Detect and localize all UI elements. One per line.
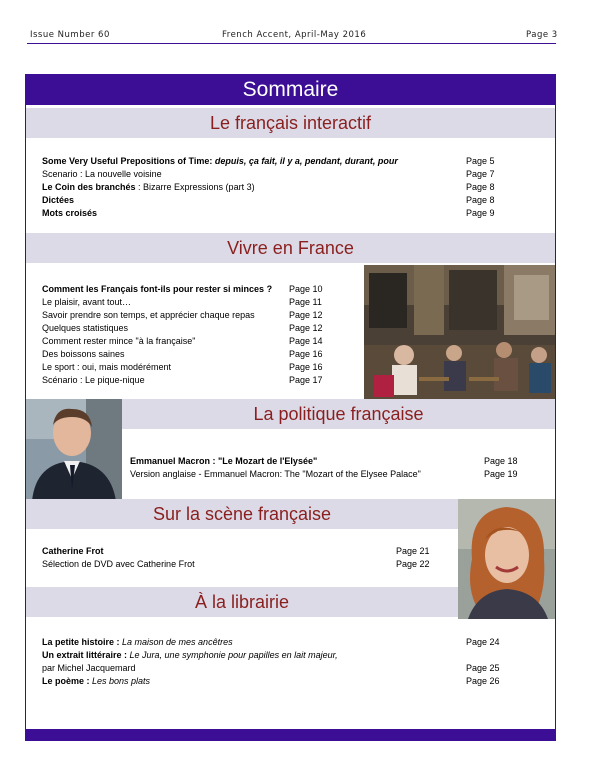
toc-entry[interactable] (130, 468, 421, 481)
toc-entry-title: Savoir prendre son temps, et apprécier chaque repas (42, 310, 255, 320)
toc-entry-subtitle: : Bizarre Expressions (part 3) (135, 182, 255, 192)
toc-page: Page 14 (289, 336, 323, 346)
toc-entry[interactable] (42, 649, 338, 662)
toc-entry-title: par Michel Jacquemard (42, 663, 136, 673)
toc-entry-title: Le Coin des branchés (42, 182, 136, 192)
toc-entry-title: Scénario : Le pique-nique (42, 375, 145, 385)
toc-entry[interactable] (42, 207, 97, 220)
toc-page: Page 9 (466, 208, 495, 218)
toc-page: Page 16 (289, 349, 323, 359)
toc-entry[interactable] (42, 322, 128, 335)
toc-entry-title: Some Very Useful Prepositions of Time: (42, 156, 215, 166)
toc-page: Page 16 (289, 362, 323, 372)
toc-entry[interactable] (42, 558, 195, 571)
toc-entry[interactable] (42, 155, 398, 168)
section-title-vivre: Vivre en France (26, 233, 555, 263)
macron-portrait-photo (26, 399, 122, 501)
toc-entry[interactable] (42, 194, 74, 207)
toc-page: Page 21 (396, 546, 430, 556)
toc-entry-title: Un extrait littéraire : (42, 650, 128, 660)
toc-entry-title: Quelques statistiques (42, 323, 129, 333)
toc-entry[interactable] (42, 283, 272, 296)
toc-page: Page 5 (466, 156, 495, 166)
catherine-frot-portrait-photo (458, 499, 555, 619)
toc-entry-title: Scenario : La nouvelle voisine (42, 169, 162, 179)
toc-entry-subtitle: Le Jura, une symphonie pour papilles en lait majeur, (127, 650, 338, 660)
toc-page: Page 12 (289, 323, 323, 333)
toc-page: Page 12 (289, 310, 323, 320)
toc-entry-title: Comment les Français font-ils pour rester si minces ? (42, 284, 273, 294)
toc-entry[interactable] (42, 662, 136, 675)
section-title-interactif: Le français interactif (26, 108, 555, 138)
toc-page: Page 19 (484, 469, 518, 479)
toc-page: Page 8 (466, 182, 495, 192)
toc-page: Page 17 (289, 375, 323, 385)
toc-entry[interactable] (42, 636, 233, 649)
toc-entry[interactable] (42, 374, 145, 387)
toc-page: Page 8 (466, 195, 495, 205)
toc-entry-title: Le poème : (42, 676, 90, 686)
toc-page: Page 11 (289, 297, 322, 307)
toc-entry-title: Le sport : oui, mais modérément (42, 362, 172, 372)
toc-entry[interactable] (130, 455, 317, 468)
page-title: Sommaire (26, 75, 555, 105)
header-rule (27, 43, 556, 44)
toc-entry-title: Sélection de DVD avec Catherine Frot (42, 559, 195, 569)
bottom-bar (26, 729, 555, 740)
toc-entry[interactable] (42, 348, 125, 361)
toc-page: Page 24 (466, 637, 500, 647)
toc-entry[interactable] (42, 181, 255, 194)
toc-entry-title: Mots croisés (42, 208, 98, 218)
toc-entry-title: Des boissons saines (42, 349, 125, 359)
toc-entry-title: Comment rester mince "à la française" (42, 336, 196, 346)
toc-entry-subtitle: Les bons plats (89, 676, 151, 686)
section-title-scene: Sur la scène française (26, 499, 458, 529)
toc-page: Page 22 (396, 559, 430, 569)
toc-page: Page 10 (289, 284, 323, 294)
cafe-terrace-photo (364, 265, 555, 399)
toc-page: Page 25 (466, 663, 500, 673)
toc-entry-title: Catherine Frot (42, 546, 104, 556)
toc-entry-subtitle: La maison de mes ancêtres (119, 637, 233, 647)
toc-entry-title: Le plaisir, avant tout… (42, 297, 132, 307)
toc-entry-subtitle: depuis, ça fait, il y a, pendant, durant, pour (214, 156, 398, 166)
toc-entry[interactable] (42, 309, 255, 322)
toc-page: Page 26 (466, 676, 500, 686)
toc-page: Page 7 (466, 169, 495, 179)
toc-entry[interactable] (42, 545, 104, 558)
section-title-librairie: À la librairie (26, 587, 458, 617)
issue-number: Issue Number 60 (30, 30, 110, 40)
toc-entry-title: Emmanuel Macron : "Le Mozart de l'Elysée" (130, 456, 318, 466)
toc-page: Page 18 (484, 456, 518, 466)
page-number: Page 3 (526, 30, 558, 40)
toc-entry-title: Version anglaise - Emmanuel Macron: The "Mozart of the Elysee Palace" (130, 469, 421, 479)
publication-title: French Accent, April-May 2016 (222, 30, 367, 40)
toc-entry[interactable] (42, 361, 171, 374)
section-title-politique: La politique française (122, 399, 555, 429)
toc-entry-title: Dictées (42, 195, 75, 205)
toc-entry[interactable] (42, 335, 195, 348)
contents-frame (25, 74, 556, 741)
toc-entry[interactable] (42, 168, 162, 181)
toc-entry-title: La petite histoire : (42, 637, 120, 647)
toc-entry[interactable] (42, 675, 150, 688)
toc-entry[interactable] (42, 296, 131, 309)
